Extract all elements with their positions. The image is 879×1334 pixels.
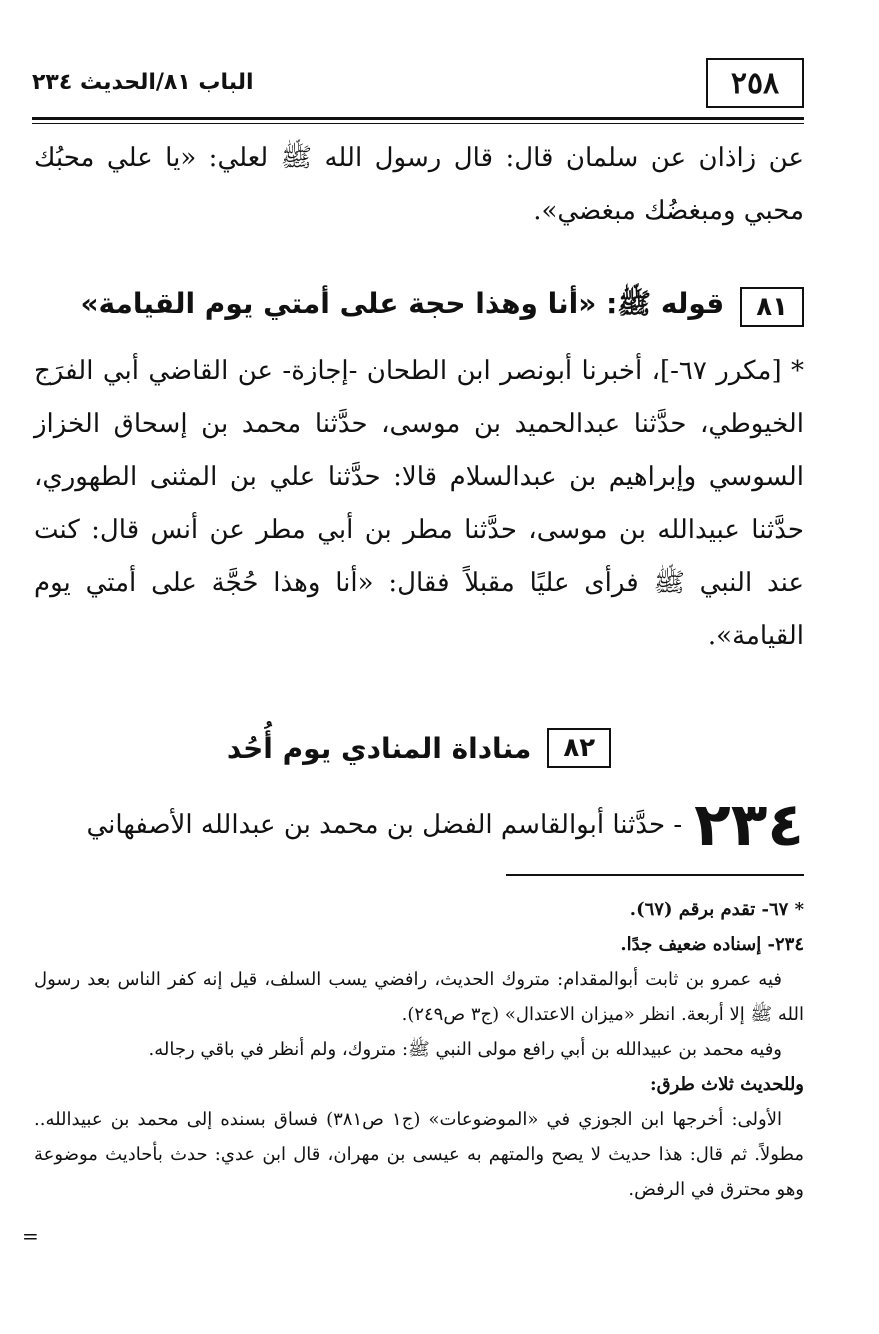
section-81-number: ٨١ [740,287,804,327]
footnote-2: ٢٣٤- إسناده ضعيف جدًا. [620,934,804,955]
continuation-mark: = [22,1224,39,1248]
header-rule-thin [32,123,804,124]
page-number: ٢٥٨ [706,58,804,108]
paragraph-1: عن زاذان عن سلمان قال: قال رسول الله ﷺ لعلي: «يا علي محبُك محبي ومبغضُك مبغضي». [34,143,804,226]
section-81-heading [34,287,804,327]
hadith-234-text: - حدَّثنا أبوالقاسم الفضل بن محمد بن عبدالله الأصفهاني [86,810,683,840]
footnote-5: وللحديث ثلاث طرق: [650,1074,804,1095]
section-82-number: ٨٢ [547,728,611,768]
footnote-1: * ٦٧- تقدم برقم (٦٧). [629,899,804,920]
footnotes [34,892,804,1207]
running-head: الباب ٨١/الحديث ٢٣٤ [32,70,254,95]
section-82-title: مناداة المنادي يوم أُحُد [226,731,532,765]
footnote-6: الأولى: أخرجها ابن الجوزي في «الموضوعات» (ج١ ص٣٨١) فساق بسنده إلى محمد بن عبيدالله.. مطولاً. ثم قال: هذا حديث لا يصح والمتهم به عيسى بن مهران، قال ابن عدي: حدث بأحاديث موضوعة وهو محترق في الرفض. [34,1109,804,1200]
hadith-234-number: ٢٣٤ [694,790,804,860]
footnote-4: وفيه محمد بن عبيدالله بن أبي رافع مولى النبي ﷺ: متروك، ولم أنظر في باقي رجاله. [148,1039,782,1060]
section-82-heading [34,728,804,768]
hadith-234 [34,790,804,860]
page-header [32,58,804,114]
footnote-divider [506,874,804,876]
footnote-3: فيه عمرو بن ثابت أبوالمقدام: متروك الحديث، رافضي يسب السلف، قيل إنه كفر الناس بعد رسول الله ﷺ إلا أربعة. انظر «ميزان الاعتدال» (ج٣ ص٢٤٩). [34,969,804,1025]
header-rule-thick [32,117,804,120]
section-81-title: قوله ﷺ: «أنا وهذا حجة على أمتي يوم القيامة» [80,287,725,320]
paragraph-2: * [مكرر ٦٧-]، أخبرنا أبونصر ابن الطحان -إجازة- عن القاضي أبي الفرَج الخيوطي، حدَّثنا عبدالحميد بن موسى، حدَّثنا محمد بن إسحاق الخزاز السوسي وإبراهيم بن عبدالسلام قالا: حدَّثنا علي بن المثنى الطهوري، حدَّثنا عبيدالله بن موسى، حدَّثنا مطر بن أبي مطر عن أنس قال: كنت عند النبي ﷺ فرأى عليًا مقبلاً فقال: «أنا وهذا حُجَّة على أمتي يوم القيامة». [34,356,804,651]
